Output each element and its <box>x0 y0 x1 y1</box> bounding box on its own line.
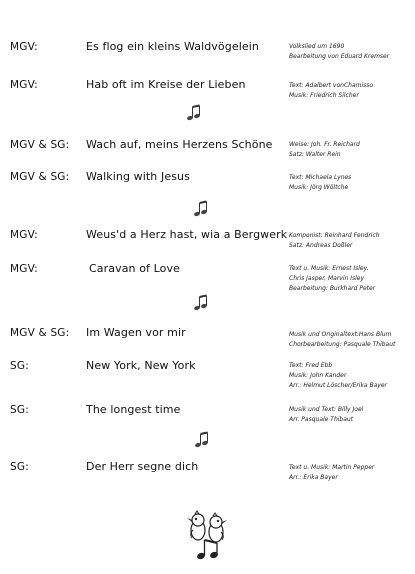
song-credits: Musik und Originaltext:Hans Blum Chorbearbeitung: Pasquale Thibaut <box>289 331 396 348</box>
choir-label: MGV: <box>10 229 38 241</box>
song-credits: Text: Fred Ebb Musik: John Kander Arr.: Helmut Löscher/Erika Bayer <box>289 362 388 389</box>
song-credits: Text u. Musik: Ernest Isley, Chris Jasper, Marvin Isley Bearbeitung: Burkhard Peter <box>289 265 376 292</box>
choir-label: MGV: <box>10 41 38 53</box>
choir-label: MGV: <box>10 79 38 91</box>
song-credits: Volkslied um 1690 Bearbeitung von Eduard Kremser <box>289 43 390 60</box>
music-notes-icon <box>194 431 210 449</box>
singing-birds-logo <box>183 510 233 562</box>
song-title: Walking with Jesus <box>86 170 190 183</box>
song-title: New York, New York <box>86 359 196 372</box>
song-title: Der Herr segne dich <box>86 460 199 473</box>
choir-label: MGV: <box>10 263 38 275</box>
choir-label: SG: <box>10 461 29 473</box>
song-credits: Musik und Text: Billy Joel Arr. Pasquale Thibaut <box>289 406 364 423</box>
song-title: Caravan of Love <box>89 262 180 275</box>
song-title: Weus'd a Herz hast, wia a Bergwerk <box>86 228 288 241</box>
song-credits: Text u. Musik: Martin Pepper Arr.: Erika Bayer <box>289 464 375 481</box>
song-credits: Weise: Joh. Fr. Reichard Satz: Walter Rein <box>289 141 360 158</box>
choir-label: MGV & SG: <box>10 171 70 183</box>
music-notes-icon <box>193 294 209 312</box>
song-title: Im Wagen vor mir <box>86 326 186 339</box>
song-title: Es flog ein kleins Waldvögelein <box>86 40 259 53</box>
music-notes-icon <box>186 104 202 122</box>
song-title: Hab oft im Kreise der Lieben <box>86 78 246 91</box>
choir-label: SG: <box>10 404 29 416</box>
choir-label: MGV & SG: <box>10 139 70 151</box>
choir-label: SG: <box>10 360 29 372</box>
music-notes-icon <box>193 200 209 218</box>
choir-label: MGV & SG: <box>10 327 70 339</box>
song-credits: Text: Adalbert vonChamisso Musik: Friedrich Silcher <box>289 82 374 99</box>
song-credits: Komponist: Reinhard Fendrich Satz: Andreas Doßler <box>289 232 380 249</box>
song-credits: Text: Michaela Lynes Musik: Jörg Wöltche <box>289 174 352 191</box>
song-title: The longest time <box>86 403 181 416</box>
song-title: Wach auf, meins Herzens Schöne <box>86 138 273 151</box>
